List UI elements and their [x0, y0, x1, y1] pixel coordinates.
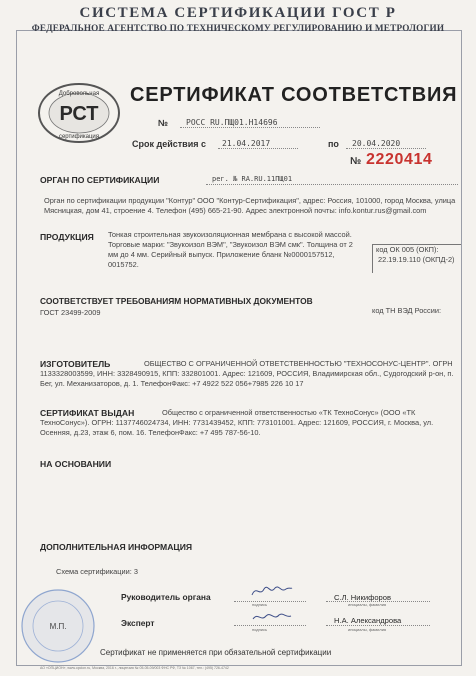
product-heading: ПРОДУКЦИЯ — [40, 232, 94, 242]
tnved-label: код ТН ВЭД России: — [372, 306, 442, 315]
scheme-text: Схема сертификации: 3 — [56, 567, 138, 576]
issued-text: Общество с ограниченной ответственностью «ТК ТехноСонус» (ООО «ТК ТехноСонус»). ОГРН: 1137746024734, ИНН: 7731439452, КПП: 773101001. Адрес: 121609, РОССИЯ, г. Москва, ул. Осенняя, д.23, этаж 6, пом. 16. ТелефонФакс: +7 495 787-56-10. — [40, 408, 434, 437]
head-signature-icon — [250, 583, 294, 599]
blank-number: 2220414 — [366, 151, 433, 168]
head-name-caption: инициалы, фамилия — [348, 602, 387, 607]
expert-name: Н.А. Александрова — [334, 616, 402, 625]
manufacturer-text: ОБЩЕСТВО С ОГРАНИЧЕННОЙ ОТВЕТСТВЕННОСТЬЮ "ТЕХНОСОНУС-ЦЕНТР". ОГРН 1133328003599, ИНН: 3328490915, КПП: 332801001. Адрес: 121609, РОССИЯ, Владимирская обл., Судогодский р-он, п. Бег, ул. Механизаторов, д. 1. ТелефонФакс: +7 4922 522 056+7985 226 10 17 — [40, 359, 454, 388]
number-label: № — [158, 118, 169, 128]
logo-ring-top: Добровольная — [58, 91, 100, 97]
system-title: СИСТЕМА СЕРТИФИКАЦИИ ГОСТ Р — [79, 5, 397, 21]
organ-heading: ОРГАН ПО СЕРТИФИКАЦИИ — [40, 175, 160, 185]
extra-heading: ДОПОЛНИТЕЛЬНАЯ ИНФОРМАЦИЯ — [40, 542, 193, 552]
organ-text: Орган по сертификации продукции "Контур" ООО "Контур-Сертификация", адрес: Россия, 101000, город Москва, улица Мясницкая, дом 41, строение 4. Телефон (495) 665-21-90. Адрес электронной почты: info.kontur.rus@gmail.com — [44, 196, 456, 215]
date-to: 20.04.2020 — [352, 139, 401, 148]
head-sign-caption: подпись — [252, 602, 268, 607]
footer-print-info: АО «ОПЦИОН», www.opcion.ru, Москва, 2016 г., лицензия № 05-05-09/003 ФНС РФ, ТЗ № 1067, тел.: (495) 726-4742 — [40, 666, 229, 670]
agency-title: ФЕДЕРАЛЬНОЕ АГЕНТСТВО ПО ТЕХНИЧЕСКОМУ РЕГУЛИРОВАНИЮ И МЕТРОЛОГИИ — [31, 23, 445, 33]
rst-logo-icon — [36, 82, 122, 144]
normative-doc: ГОСТ 23499-2009 — [40, 308, 101, 317]
product-code-label: код ОК 005 (ОКП): — [376, 245, 439, 254]
basis-heading: НА ОСНОВАНИИ — [40, 459, 112, 469]
product-code-value: 22.19.19.110 (ОКПД-2) — [378, 255, 455, 264]
expert-sign-caption: подпись — [252, 627, 268, 632]
issued-heading: СЕРТИФИКАТ ВЫДАН — [40, 408, 135, 418]
certificate-number: РОСС RU.ПЩ01.Н14696 — [186, 118, 278, 127]
blank-number-label: № — [350, 156, 362, 167]
certificate-title: СЕРТИФИКАТ СООТВЕТСТВИЯ — [130, 84, 458, 106]
complies-heading: СООТВЕТСТВУЕТ ТРЕБОВАНИЯМ НОРМАТИВНЫХ ДОКУМЕНТОВ — [40, 296, 313, 306]
expert-name-caption: инициалы, фамилия — [348, 627, 387, 632]
expert-signature-icon — [250, 609, 294, 625]
term-label: Срок действия с — [132, 139, 206, 149]
logo-mark: РСТ — [59, 103, 99, 125]
head-name: С.Л. Никифоров — [334, 593, 392, 602]
organ-reg: рег. № RA.RU.11ПЩ01 — [212, 175, 293, 183]
product-text: Тонкая строительная звукоизоляционная мембрана с высокой массой. Торговые марки: "Звукоизол ВЭМ", "Звукоизол ВЭМ смк". Толщина от 2 мм до 4 мм. Серийный выпуск. Приложение бланк №0000157512, 0015752. — [108, 230, 353, 269]
head-label: Руководитель органа — [121, 592, 211, 602]
expert-label: Эксперт — [121, 618, 155, 628]
term-to-label: по — [328, 139, 339, 149]
logo-ring-bottom: сертификация — [58, 134, 100, 140]
date-from: 21.04.2017 — [222, 139, 271, 148]
stamp-seal-icon — [16, 586, 100, 666]
manufacturer-heading: ИЗГОТОВИТЕЛЬ — [40, 359, 111, 369]
stamp-label: М.П. — [49, 622, 67, 631]
notice: Сертификат не применяется при обязательной сертификации — [100, 648, 332, 657]
